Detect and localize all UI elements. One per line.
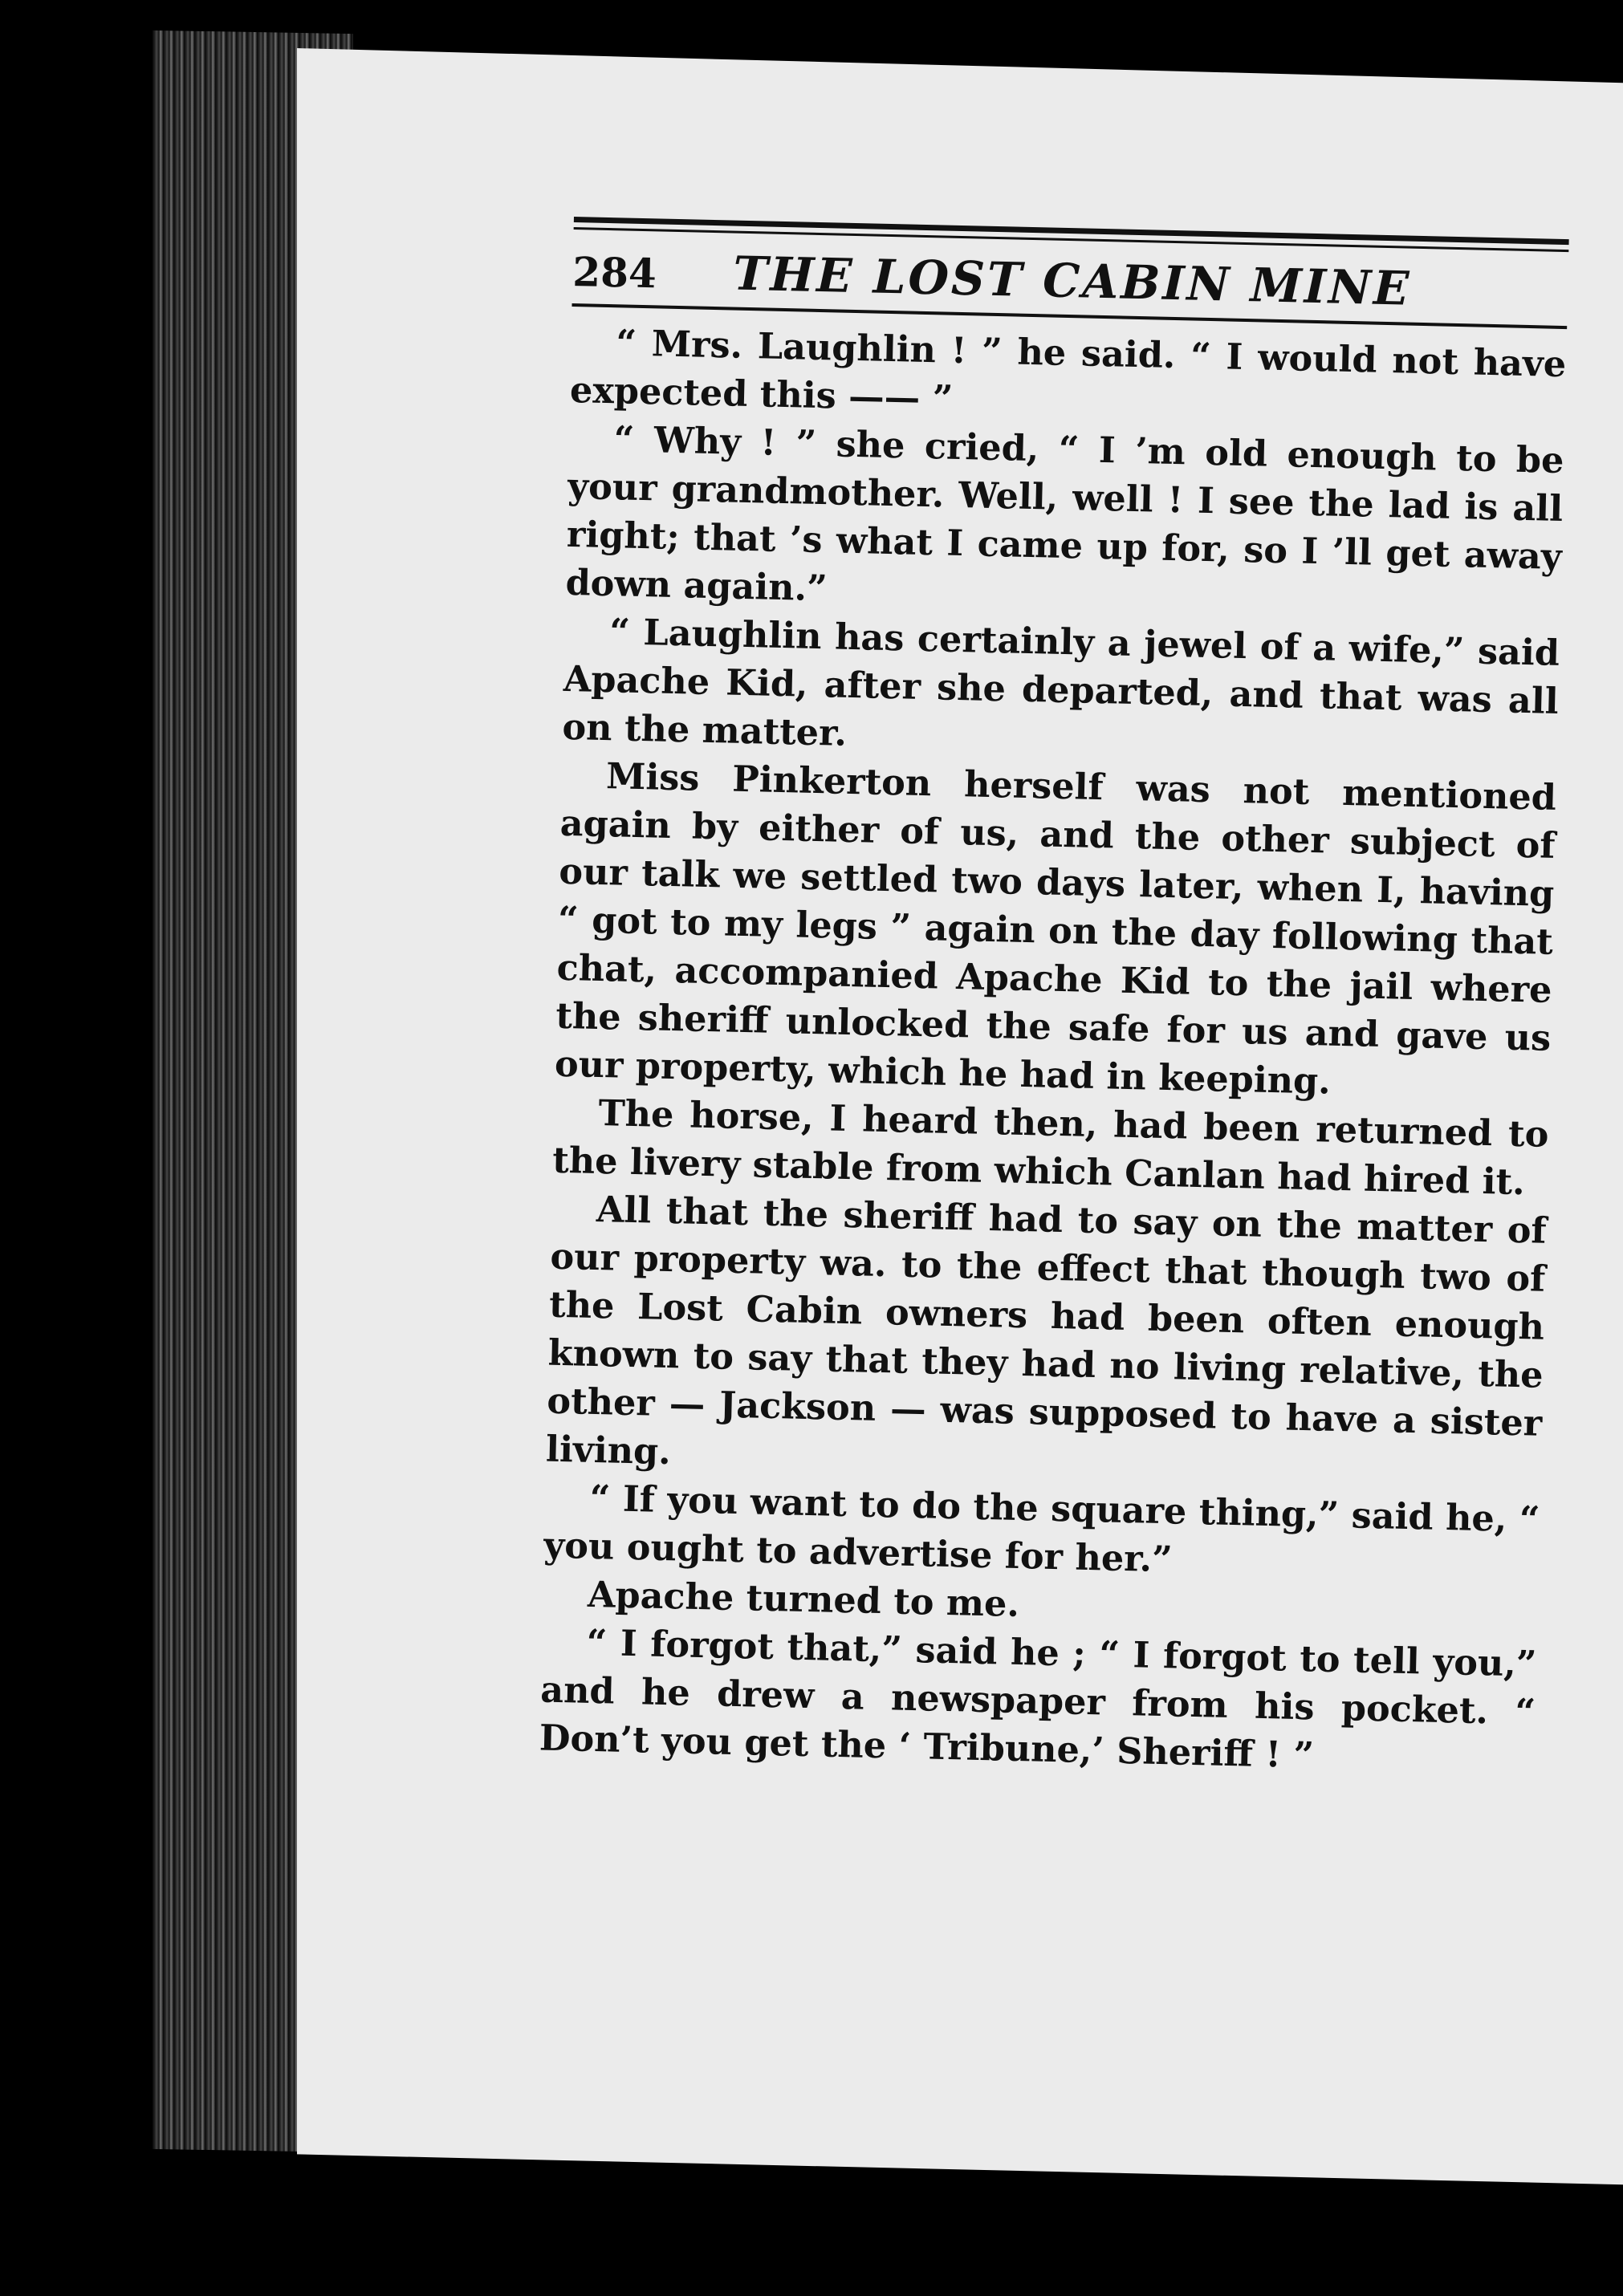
paragraph: “ Laughlin has certainly a jewel of a wife,” said Apache Kid, after she departed, and that was all on the matter.	[561, 611, 1560, 754]
paragraph: “ Why ! ” she cried, “ I ’m old enough to be your grandmother. Well, well ! I see the lad is all right; that ’s what I came up for, so I ’ll get away down again.”	[565, 418, 1565, 610]
paragraph: “ If you want to do the square thing,” said he, “ you ought to advertise for her.”	[543, 1477, 1541, 1581]
paragraph: “ Mrs. Laughlin ! ” he said. “ I would not have expected this —— ”	[569, 322, 1567, 420]
book-title: THE LOST CABIN MINE	[732, 246, 1412, 316]
paragraph: Apache turned to me.	[587, 1573, 1020, 1626]
body-text	[539, 318, 1567, 1785]
paragraph: The horse, I heard then, had been returned to the livery stable from which Canlan had hired it.	[551, 1091, 1549, 1204]
paragraph: “ I forgot that,” said he ; “ I forgot to tell you,” and he drew a newspaper from his pocket. “ Don’t you get the ‘ Tribune,’ Sheriff ! ”	[539, 1621, 1537, 1777]
running-head	[572, 242, 1568, 329]
paragraph: All that the sheriff had to say on the matter of our property wa. to the effect that though two of the Lost Cabin owners had been often enough known to say that they had no living relative, the other — Jackson — was supposed to have a sister living.	[545, 1188, 1548, 1473]
page-number: 284	[572, 247, 657, 298]
page-content	[539, 217, 1568, 1785]
paragraph: Miss Pinkerton herself was not mentioned again by either of us, and the other subject of our talk we settled two days later, when I, having “ got to my legs ” again on the day following that chat, accompanied Apache Kid to the jail where the sheriff unlocked the safe for us and gave us our property, which he had in keeping.	[554, 755, 1557, 1103]
